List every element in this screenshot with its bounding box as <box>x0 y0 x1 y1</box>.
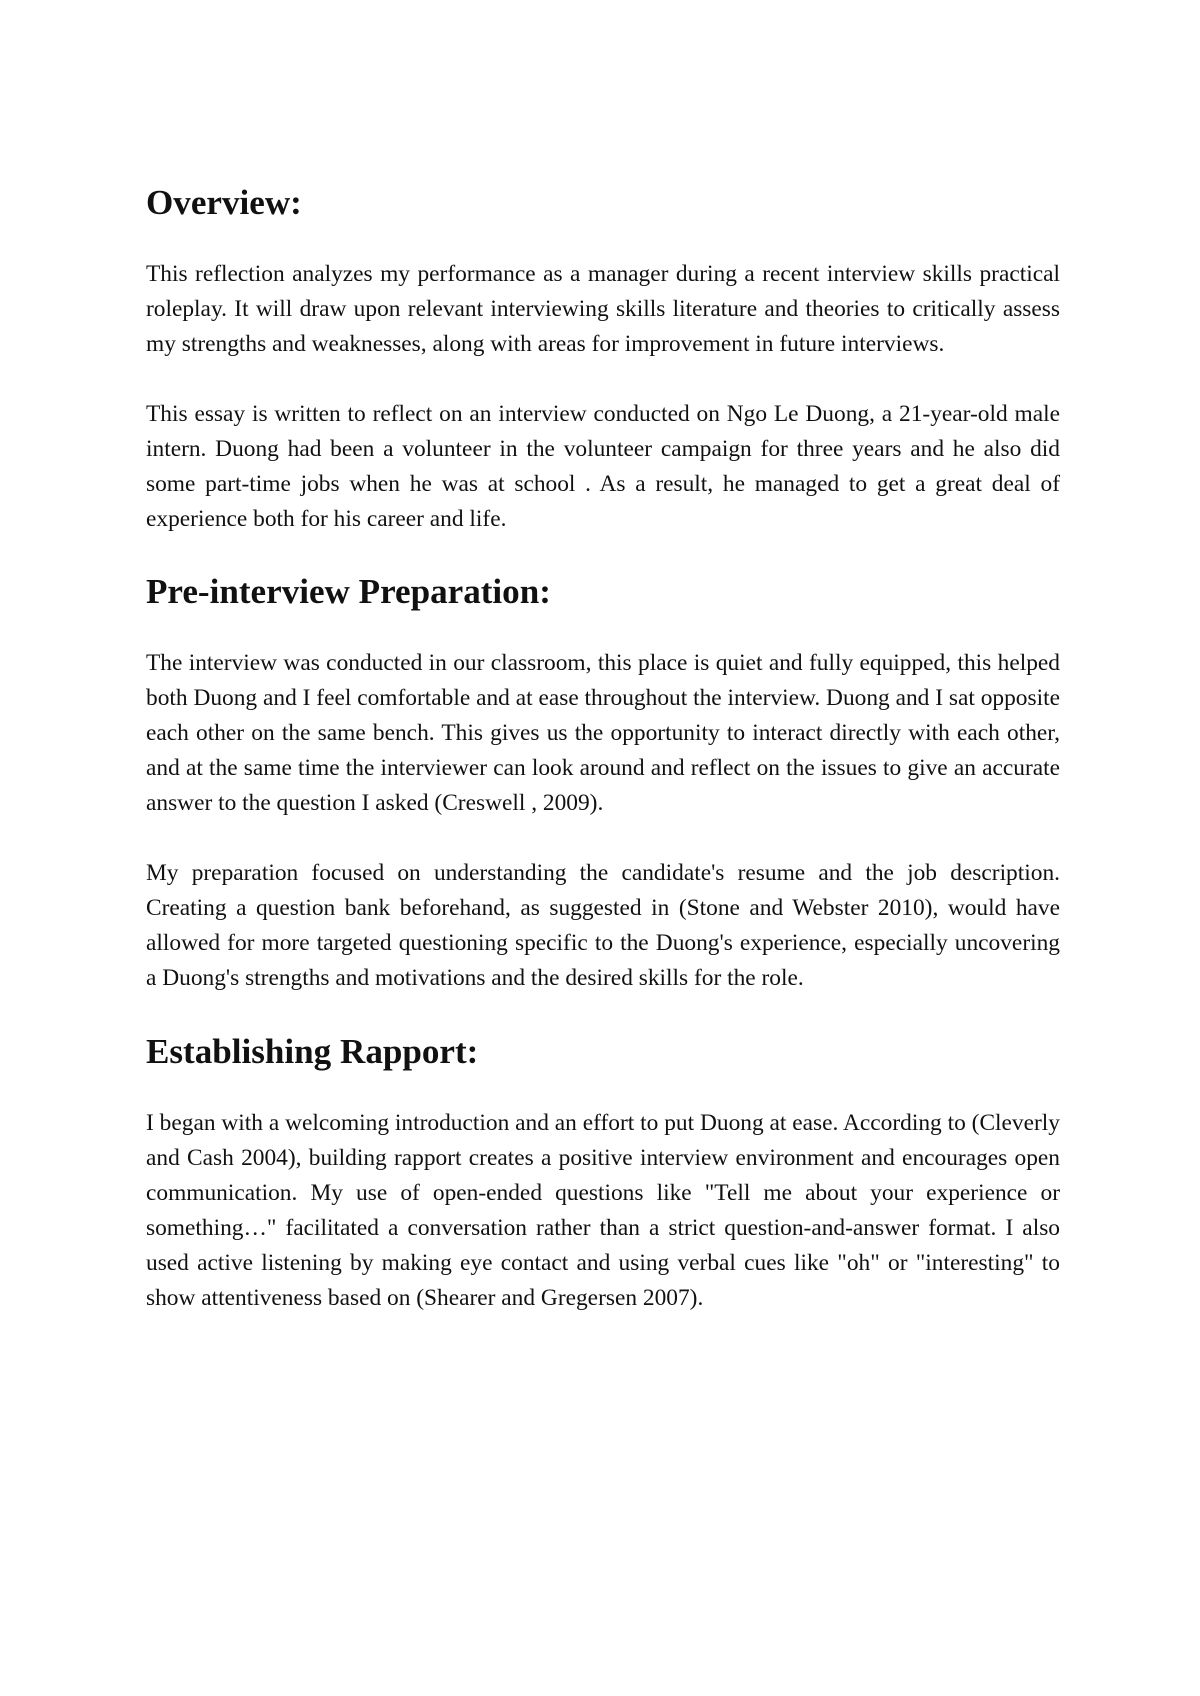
document-page <box>146 185 1060 1316</box>
pre-interview-paragraph-2: My preparation focused on understanding the candidate's resume and the job description. Creating a question bank beforehand, as suggested in (Stone and Webster 2010), would have allowed for more targeted questioning specific to the Duong's experience, especially uncovering a Duong's strengths and motivations and the desired skills for the role. <box>146 860 1060 991</box>
rapport-paragraph-1: I began with a welcoming introduction and an effort to put Duong at ease. According to (Cleverly and Cash 2004), building rapport creates a positive interview environment and encourages open communication. My use of open-ended questions like "Tell me about your experience or something…" facilitated a conversation rather than a strict question-and-answer format. I also used active listening by making eye contact and using verbal cues like "oh" or "interesting" to show attentiveness based on (Shearer and Gregersen 2007). <box>146 1110 1060 1311</box>
pre-interview-paragraph-1: The interview was conducted in our classroom, this place is quiet and fully equipped, this helped both Duong and I feel comfortable and at ease throughout the interview. Duong and I sat opposite each other on the same bench. This gives us the opportunity to interact directly with each other, and at the same time the interviewer can look around and reflect on the issues to give an accurate answer to the question I asked (Creswell , 2009). <box>146 650 1060 816</box>
section-heading-establishing-rapport: Establishing Rapport: <box>146 1032 479 1071</box>
overview-paragraph-2: This essay is written to reflect on an interview conducted on Ngo Le Duong, a 21-year-old male intern. Duong had been a volunteer in the volunteer campaign for three years and he also did some part-time jobs when he was at school . As a result, he managed to get a great deal of experience both for his career and life. <box>146 401 1060 532</box>
overview-paragraph-1: This reflection analyzes my performance as a manager during a recent interview skills practical roleplay. It will draw upon relevant interviewing skills literature and theories to critically assess my strengths and weaknesses, along with areas for improvement in future interviews. <box>146 261 1060 357</box>
section-heading-pre-interview-preparation: Pre-interview Preparation: <box>146 572 551 611</box>
section-heading-overview: Overview: <box>146 183 302 222</box>
